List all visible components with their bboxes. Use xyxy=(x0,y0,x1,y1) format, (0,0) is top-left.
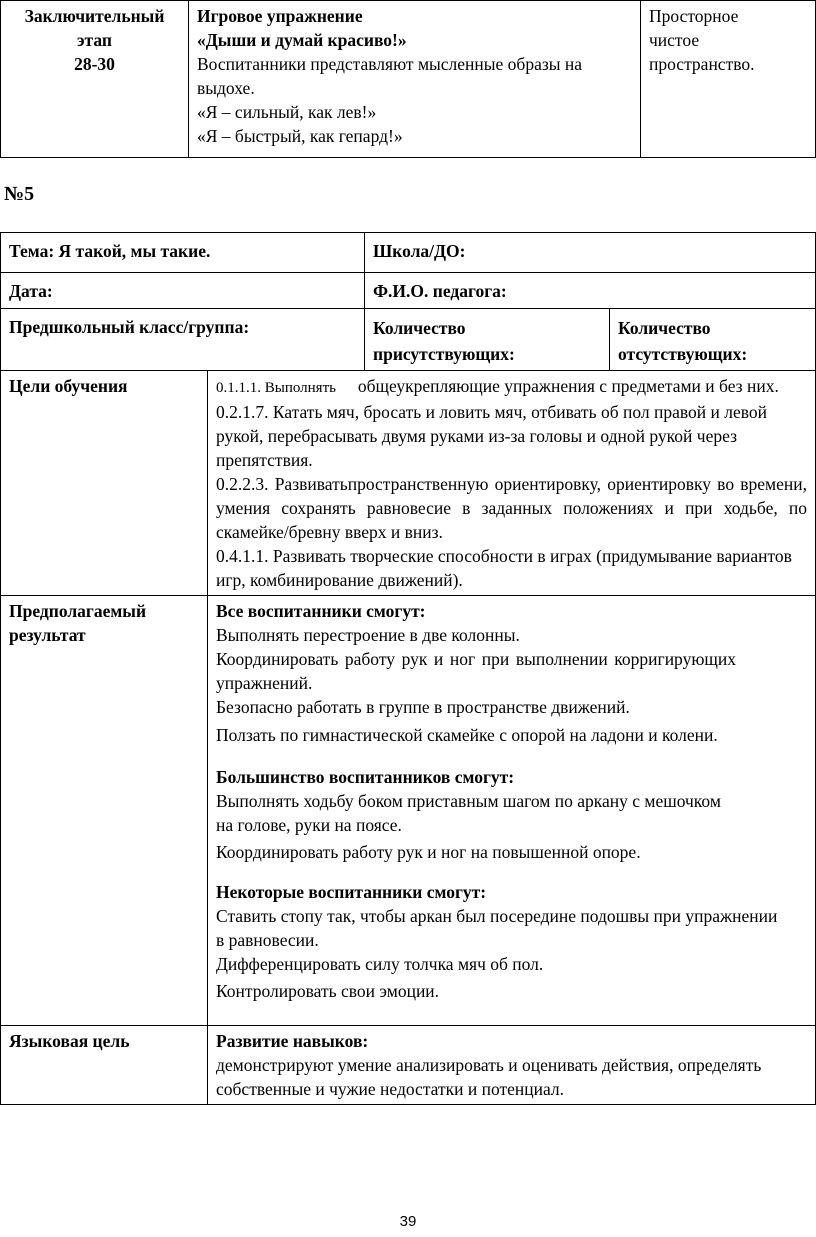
result-item: Дифференцировать силу толчка мяч об пол. xyxy=(216,954,544,974)
exercise-title: Игровое упражнение xyxy=(197,6,363,26)
resources-text: Просторное чистое пространство. xyxy=(649,6,755,74)
group-cell: Предшкольный класс/группа: xyxy=(1,309,365,371)
result-all-title: Все воспитанники смогут: xyxy=(216,601,426,621)
language-cell xyxy=(208,1026,816,1105)
result-item: Выполнять ходьбу боком приставным шагом по аркану с мешочком на голове, руки на поясе. xyxy=(216,791,721,835)
result-item: Координировать работу рук и ног на повышенной опоре. xyxy=(216,842,641,862)
absent-cell: Количество отсутствующих: xyxy=(610,309,816,371)
goal-item: 0.4.1.1. Развивать творческие способности в играх (придумывание вариантов игр, комбинирование движений). xyxy=(216,546,792,590)
resources-cell xyxy=(641,1,816,158)
result-label: Предполагаемый результат xyxy=(1,596,208,1026)
page-number: 39 xyxy=(399,1213,417,1230)
exercise-line: «Я – быстрый, как гепард!» xyxy=(197,126,403,146)
result-some-title: Некоторые воспитанники смогут: xyxy=(216,882,487,902)
stage-cell xyxy=(1,1,189,158)
language-label: Языковая цель xyxy=(1,1026,208,1105)
exercise-line: Воспитанники представляют мысленные образы на выдохе. xyxy=(197,54,583,98)
stage-minutes: 28-30 xyxy=(74,54,115,74)
goal-item: 0.2.1.7. Катать мяч, бросать и ловить мяч, отбивать об пол правой и левой рукой, перебрасывать двумя руками из-за головы и одной рукой через препятствия. xyxy=(216,402,767,470)
result-item: Контролировать свои эмоции. xyxy=(216,981,440,1001)
exercise-cell xyxy=(189,1,641,158)
school-cell: Школа/ДО: xyxy=(365,233,816,273)
result-item: Ползать по гимнастической скамейке с опорой на ладони и колени. xyxy=(216,725,718,745)
present-cell: Количество присутствующих: xyxy=(365,309,610,371)
goals-label: Цели обучения xyxy=(1,371,208,596)
final-stage-table xyxy=(0,0,816,158)
goal-item: 0.2.2.3. Развиватьпространственную ориентировку, ориентировку во времени, умения сохранять равновесие в заданных положениях и при ходьбе, по скамейке/бревну вверх и вниз. xyxy=(216,474,807,542)
date-cell: Дата: xyxy=(1,273,365,309)
stage-label: этап xyxy=(77,30,112,50)
goal-code: 0.1.1.1. Выполнять xyxy=(216,380,336,396)
topic-cell: Тема: Я такой, мы такие. xyxy=(1,233,365,273)
language-title: Развитие навыков: xyxy=(216,1031,369,1051)
exercise-line: «Я – сильный, как лев!» xyxy=(197,102,377,122)
result-item: Безопасно работать в группе в пространстве движений. xyxy=(216,697,630,717)
result-cell xyxy=(208,596,816,1026)
lesson-number: №5 xyxy=(4,183,35,205)
stage-label: Заключительный xyxy=(24,6,165,26)
result-item: Координировать работу рук и ног при выполнении корригирующих упражнений. xyxy=(216,649,736,693)
goals-cell xyxy=(208,371,816,596)
teacher-cell: Ф.И.О. педагога: xyxy=(365,273,816,309)
result-item: Ставить стопу так, чтобы аркан был посередине подошвы при упражнении в равновесии. xyxy=(216,906,778,950)
goal-text: общеукрепляющие упражнения с предметами и без них. xyxy=(357,376,779,396)
lesson-plan-table xyxy=(0,232,816,1105)
language-text: демонстрируют умение анализировать и оценивать действия, определять собственные и чужие недостатки и потенциал. xyxy=(216,1055,762,1099)
result-item: Выполнять перестроение в две колонны. xyxy=(216,625,520,645)
exercise-name: «Дыши и думай красиво!» xyxy=(197,30,407,50)
result-most-title: Большинство воспитанников смогут: xyxy=(216,767,515,787)
